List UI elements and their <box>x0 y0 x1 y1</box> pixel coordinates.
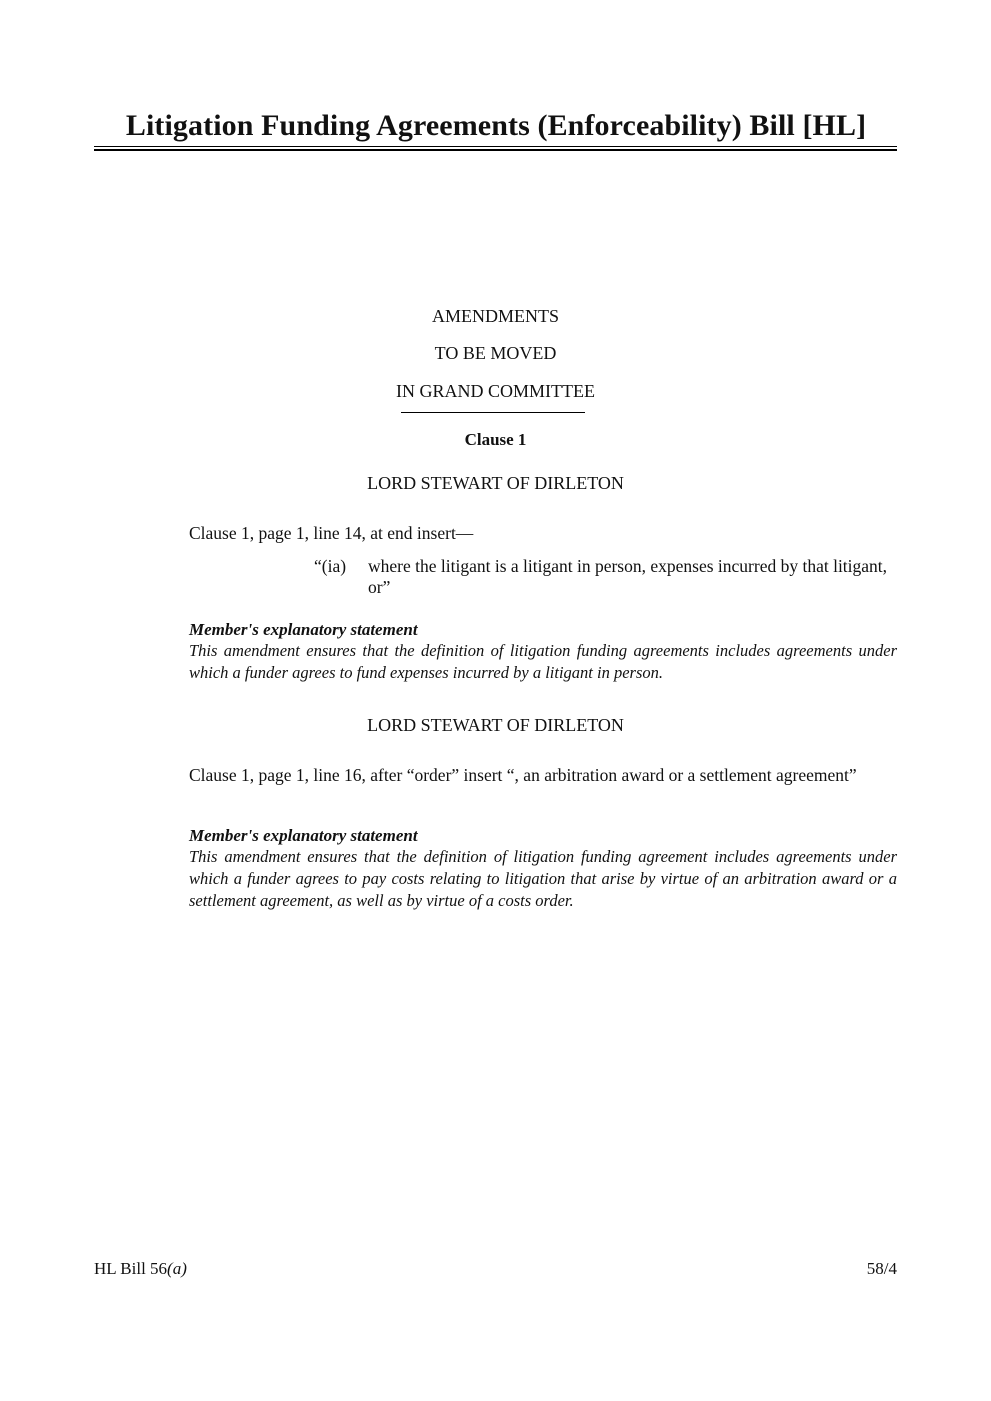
heading-divider <box>401 412 585 413</box>
amendment-1-inserted-paragraph <box>189 556 897 600</box>
heading-amendments: AMENDMENTS <box>431 306 559 326</box>
clause-heading: Clause 1 <box>464 430 527 449</box>
amendment-2-instruction: Clause 1, page 1, line 16, after “order” insert “, an arbitration award or a settlement agreement” <box>189 765 857 785</box>
heading-to-be-moved: TO BE MOVED <box>434 343 557 363</box>
bill-ref-suffix: (a) <box>167 1259 187 1278</box>
amendment-1-explanatory-statement <box>189 619 897 684</box>
footer-page-reference: 58/4 <box>866 1259 897 1278</box>
heading-in-grand-committee: IN GRAND COMMITTEE <box>396 381 595 401</box>
amendment-1-mover: LORD STEWART OF DIRLETON <box>367 473 624 493</box>
statement-heading: Member's explanatory statement <box>189 620 418 639</box>
footer-bill-reference <box>94 1259 187 1279</box>
inserted-paragraph-number: “(ia) <box>314 556 347 576</box>
bill-ref-prefix: HL Bill 56 <box>94 1259 168 1278</box>
statement-text: This amendment ensures that the definition of litigation funding agreement includes agreements under which a funder agrees to pay costs relating to litigation that arise by virtue of an arbitration award or a settlement agreement, as well as by virtue of a costs order. <box>189 847 897 910</box>
amendment-2-explanatory-statement <box>189 825 897 912</box>
statement-text: This amendment ensures that the definition of litigation funding agreements includes agreements under which a funder agrees to fund expenses incurred by a litigant in person. <box>189 641 897 682</box>
title-rule-thin <box>94 146 897 147</box>
inserted-paragraph-text: where the litigant is a litigant in person, expenses incurred by that litigant, or” <box>368 556 888 597</box>
amendment-1-instruction: Clause 1, page 1, line 14, at end insert— <box>189 523 474 543</box>
statement-heading: Member's explanatory statement <box>189 826 418 845</box>
amendment-2-mover: LORD STEWART OF DIRLETON <box>367 715 624 735</box>
title-rule-thick <box>94 149 897 151</box>
document-title: Litigation Funding Agreements (Enforceability) Bill [HL] <box>125 109 867 142</box>
